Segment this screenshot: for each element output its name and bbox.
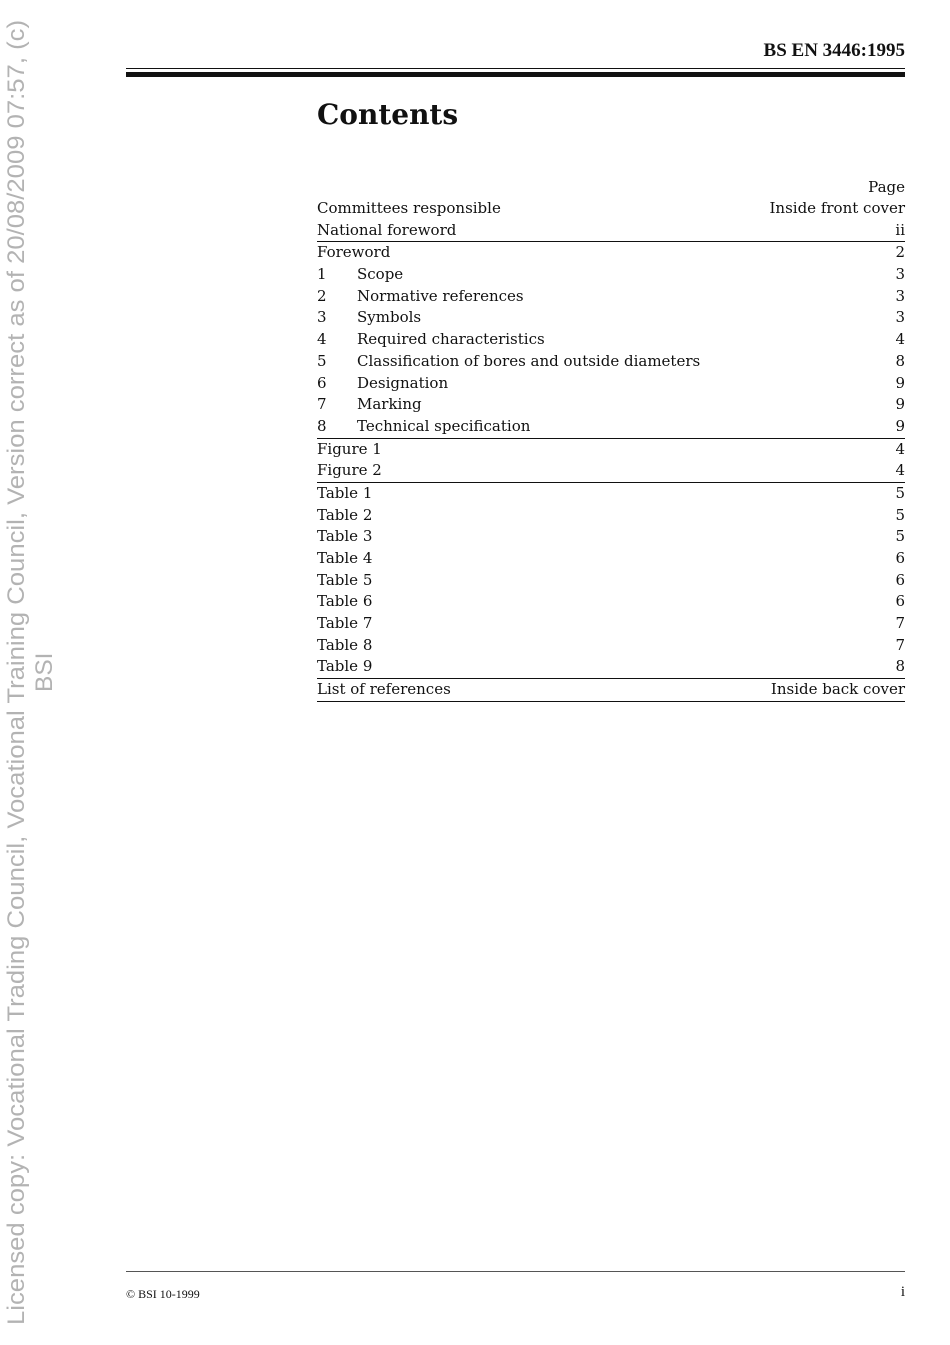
toc-clause[interactable] [317,394,905,416]
toc-entry-page: 4 [895,330,905,349]
toc-entry-page: 7 [895,635,905,654]
toc-entry-label: Scope [357,265,404,284]
clause-number: 8 [317,416,327,435]
clause-number: 6 [317,373,327,392]
toc-entry-page: 6 [895,570,905,589]
header-rule-thick [126,72,905,77]
toc-clause[interactable] [317,329,905,351]
clause-number: 1 [317,265,327,284]
license-watermark [0,0,70,1345]
toc-entry-label: Table 6 [317,592,373,611]
toc-table-entry[interactable] [317,635,905,657]
toc-entry-page: Inside back cover [770,680,905,699]
toc-clause[interactable] [317,416,905,439]
toc-entry-page: 5 [895,483,905,502]
clause-number: 4 [317,330,327,349]
toc-entry-label: Committees responsible [317,199,501,217]
toc-table-entry[interactable] [317,613,905,635]
toc-table-entry[interactable] [317,483,905,505]
toc-clause[interactable] [317,373,905,395]
toc-entry-label: Table 9 [317,657,373,676]
toc-entry-page: 6 [895,592,905,611]
toc-entry-page: 9 [895,416,905,435]
toc-entry-label: Table 3 [317,527,373,546]
toc-clause[interactable] [317,351,905,373]
watermark-line-2: BSI [31,652,58,692]
toc-entry-label: Table 7 [317,614,373,633]
toc-table-entry[interactable] [317,548,905,570]
toc-clause[interactable] [317,264,905,286]
document-identifier: BS EN 3446:1995 [763,40,905,61]
toc-entry-label: Classification of bores and outside diameters [357,351,701,370]
toc-entry-label: National foreword [317,220,457,239]
toc-entry-label: Marking [357,395,422,414]
toc-clause[interactable] [317,286,905,308]
toc-entry-page: 3 [895,286,905,305]
toc-entry-label: Table 5 [317,570,373,589]
toc-figure-entry[interactable] [317,439,905,461]
toc-entry-page: 9 [895,373,905,392]
toc-table-entry[interactable] [317,526,905,548]
table-of-contents [317,177,905,702]
toc-entry-label: Foreword [317,243,391,262]
toc-table-entry[interactable] [317,505,905,527]
toc-table-entry[interactable] [317,656,905,679]
toc-entry-page: 8 [895,657,905,676]
watermark-line-1: Licensed copy: Vocational Trading Council, Vocational Training Council, Version correct as of 20/08/2009 07:57, (c) [3,78,30,1325]
toc-entry[interactable] [317,242,905,264]
toc-entry-label: Table 8 [317,635,373,654]
clause-number: 5 [317,351,327,370]
toc-entry-page: 8 [895,351,905,370]
toc-entry[interactable] [317,679,905,702]
footer-page-number: i [900,1284,905,1300]
clause-number: 3 [317,308,327,327]
page-title: Contents [317,98,459,131]
page-column-heading: Page [868,178,905,196]
toc-entry[interactable] [317,198,905,220]
toc-table-entry[interactable] [317,591,905,613]
toc-entry-label: List of references [317,680,451,699]
toc-entry-label: Normative references [357,286,524,305]
footer-copyright: © BSI 10-1999 [126,1287,200,1301]
toc-entry-label: Table 4 [317,549,373,567]
toc-entry-page: 9 [895,395,905,414]
toc-entry-page: 3 [895,308,905,327]
footer-rule [126,1271,905,1272]
toc-entry-label: Figure 2 [317,461,382,480]
toc-entry-page: 4 [895,439,905,458]
toc-table-entry[interactable] [317,570,905,592]
toc-clause[interactable] [317,307,905,329]
clause-number: 2 [317,286,327,305]
toc-entry[interactable] [317,220,905,243]
toc-entry-label: Designation [357,373,449,392]
toc-entry-page: 7 [895,614,905,633]
toc-entry-page: 2 [895,243,905,262]
header-rule [126,68,905,69]
toc-entry-page: 6 [895,549,905,567]
toc-entry-label: Table 1 [317,483,373,502]
toc-entry-page: ii [895,220,905,239]
clause-number: 7 [317,395,327,414]
toc-entry-label: Figure 1 [317,439,382,458]
toc-entry-label: Required characteristics [357,330,545,349]
toc-entry-page: 5 [895,527,905,546]
toc-entry-label: Technical specification [357,416,531,435]
toc-entry-page: 4 [895,461,905,480]
toc-entry-page: 3 [895,265,905,284]
toc-entry-label: Table 2 [317,505,373,524]
toc-entry-label: Symbols [357,308,422,327]
toc-entry-page: Inside front cover [769,199,905,217]
toc-figure-entry[interactable] [317,460,905,483]
toc-entry-page: 5 [895,505,905,524]
